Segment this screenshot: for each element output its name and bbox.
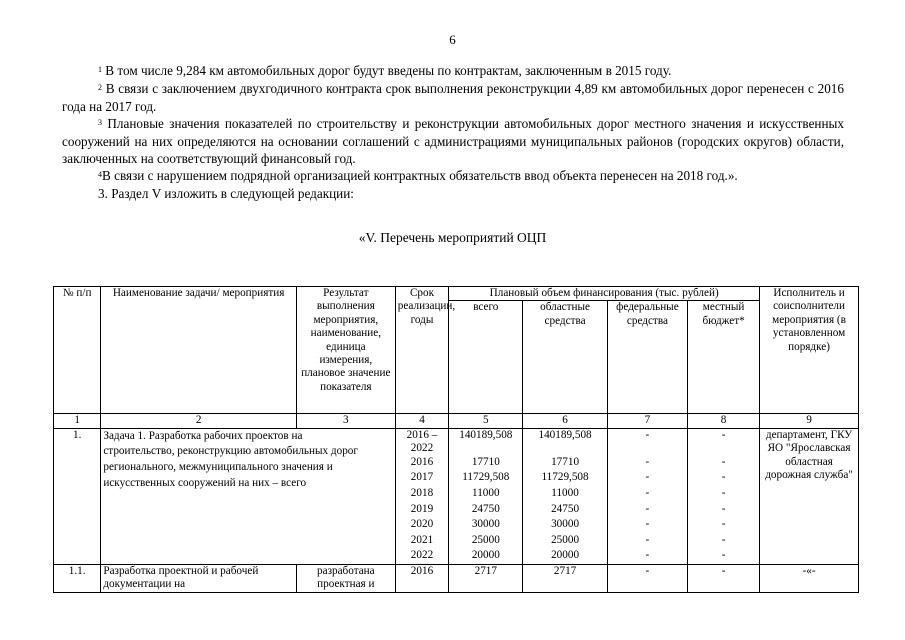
page-number: 6 — [449, 32, 456, 47]
header-term: Срок реализации, годы — [395, 287, 449, 414]
events-table — [53, 286, 859, 593]
total-value: 11000 — [472, 487, 500, 499]
local-value — [690, 442, 757, 455]
column-number: 5 — [449, 414, 523, 428]
local-value: - — [721, 428, 726, 441]
header-federal: федеральные средства — [607, 301, 687, 414]
footnote-1 — [62, 62, 844, 80]
column-number: 2 — [101, 414, 297, 428]
local-value: - — [721, 502, 726, 515]
regional-value: 140189,508 — [538, 428, 592, 441]
footnote-2 — [62, 80, 844, 115]
row-num: 1. — [54, 428, 101, 564]
footnote-mark: 4 — [98, 170, 102, 179]
row-executor: департамент, ГКУ ЯО "Ярославская областная дорожная служба" — [760, 428, 859, 564]
footnote-mark: 3 — [98, 118, 102, 127]
header-regional: областные средства — [523, 301, 607, 414]
footnote-text: В том числе 9,284 км автомобильных дорог будут введены по контрактам, заключенным в 2015 году. — [105, 63, 672, 78]
regional-value: 20000 — [551, 549, 580, 562]
row-federal: - — [607, 564, 687, 592]
row-local: - — [688, 564, 760, 592]
year-value: 2016 — [410, 455, 434, 468]
regional-value: 11729,508 — [541, 471, 589, 484]
federal-value: - — [645, 518, 650, 531]
total-value: 25000 — [471, 533, 500, 546]
column-number: 6 — [523, 414, 607, 428]
row-years — [395, 428, 449, 564]
regional-value: 30000 — [551, 518, 580, 531]
total-value: 30000 — [471, 518, 500, 531]
instruction-paragraph — [62, 185, 844, 203]
regional-value: 25000 — [551, 533, 580, 546]
column-number: 7 — [607, 414, 687, 428]
point-3-text: 3. Раздел V изложить в следующей редакции: — [98, 186, 354, 201]
year-value: 2022 — [410, 549, 434, 562]
total-value: 24750 — [471, 502, 500, 515]
column-number-row — [54, 414, 859, 428]
federal-value — [610, 442, 685, 455]
regional-value — [525, 442, 604, 455]
year-value: 2018 — [410, 487, 434, 499]
year-value: 2022 — [410, 441, 434, 454]
row-local — [688, 428, 760, 564]
header-funding: Плановый объем финансирования (тыс. рублей) — [449, 287, 760, 301]
federal-value: - — [645, 549, 650, 562]
table-row — [54, 564, 859, 592]
regional-value: 17710 — [551, 455, 580, 468]
local-value: - — [721, 455, 726, 468]
regional-value: 11000 — [551, 487, 579, 499]
row-name — [101, 428, 395, 564]
year-value: 2019 — [410, 502, 434, 515]
header-executor: Исполнитель и соисполнители мероприятия (в установленном порядке) — [760, 287, 859, 414]
local-value: - — [721, 549, 726, 562]
regional-value: 24750 — [551, 502, 580, 515]
header-num: № п/п — [54, 287, 101, 414]
footnote-mark: 1 — [98, 65, 102, 74]
column-number: 3 — [296, 414, 395, 428]
footnote-3 — [62, 115, 844, 168]
total-value: 11729,508 — [462, 471, 510, 484]
total-value: 140189,508 — [459, 428, 513, 441]
column-number: 1 — [54, 414, 101, 428]
task-name-text: Задача 1. Разработка рабочих проектов на строительство, реконструкцию автомобильных дорог регионального, межмуниципального значения и искусственных сооружений на них – всего — [103, 429, 358, 489]
row-regional — [523, 428, 607, 564]
year-value: 2017 — [410, 471, 434, 484]
footnote-text: В связи с заключением двухгодичного контракта срок выполнения реконструкции 4,89 км автомобильных дорог перенесен с 2016 года на 2017 год. — [62, 81, 844, 114]
total-value: 20000 — [471, 549, 500, 562]
row-result: разработана проектная и — [296, 564, 395, 592]
local-value: - — [721, 487, 726, 499]
column-number: 8 — [688, 414, 760, 428]
row-regional: 2717 — [523, 564, 607, 592]
federal-value: - — [645, 487, 650, 499]
total-value: 17710 — [471, 455, 500, 468]
column-number: 9 — [760, 414, 859, 428]
header-total: всего — [449, 301, 523, 414]
footnote-text: В связи с нарушением подрядной организацией контрактных обязательств ввод объекта перенесен на 2018 год.». — [102, 168, 738, 183]
federal-value: - — [645, 471, 650, 484]
row-executor: -«- — [760, 564, 859, 592]
year-value: 2020 — [410, 518, 434, 531]
row-total — [449, 428, 523, 564]
row-year: 2016 — [395, 564, 449, 592]
footnote-mark: 2 — [98, 83, 102, 92]
federal-value: - — [645, 533, 650, 546]
row-total: 2717 — [449, 564, 523, 592]
year-value: 2021 — [410, 533, 434, 546]
table-row — [54, 428, 859, 564]
footnote-4 — [62, 167, 844, 185]
header-result: Результат выполнения мероприятия, наименование, единица измерения, плановое значение показателя — [296, 287, 395, 414]
year-value: 2016 – — [406, 428, 438, 441]
federal-value: - — [645, 428, 650, 441]
local-value: - — [721, 518, 726, 531]
header-name: Наименование задачи/ мероприятия — [101, 287, 297, 414]
footnote-text: Плановые значения показателей по строительству и реконструкции автомобильных дорог местного значения и искусственных сооружений на них определяются на основании соглашений с администрациями муниципальных районов (городских округов) области, заключенных на соответствующий финансовый год. — [62, 116, 844, 166]
section-title: «V. Перечень мероприятий ОЦП — [358, 230, 547, 245]
federal-value: - — [645, 502, 650, 515]
column-number: 4 — [395, 414, 449, 428]
federal-value: - — [645, 455, 650, 468]
row-num: 1.1. — [54, 564, 101, 592]
local-value: - — [721, 533, 726, 546]
local-value: - — [721, 471, 726, 484]
row-name: Разработка проектной и рабочей документации на — [101, 564, 297, 592]
header-local: местный бюджет* — [688, 301, 760, 414]
total-value — [451, 442, 520, 455]
row-federal — [607, 428, 687, 564]
